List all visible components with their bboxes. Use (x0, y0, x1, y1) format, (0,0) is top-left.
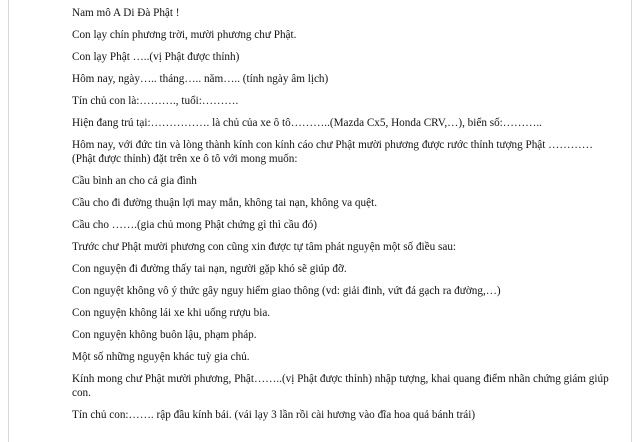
owner-name-line: Tín chủ con là:………., tuổi:………. (72, 95, 239, 107)
vow-help-others: Con nguyện đi đường thấy tai nạn, người gặp khó sẽ giúp đỡ. (72, 263, 347, 275)
vow-other: Một số những nguyện khác tuỳ gia chủ. (72, 351, 250, 363)
closing-request: Kính mong chư Phật mười phương, Phật……..(vị Phật được thỉnh) nhập tượng, khai quang điểm nhãn chứng giám giúp con. (72, 373, 609, 399)
document-body (72, 6, 612, 430)
intention-paragraph: Hôm nay, với đức tin và lòng thành kính con kính cáo chư Phật mười phương được rước thỉnh tượng Phật …………(Phật được thỉnh) đặt trên xe ô tô với mong muốn: (72, 139, 593, 165)
wish-family-safety: Cầu bình an cho cả gia đình (72, 175, 197, 187)
address-vehicle-line: Hiện đang trú tại:……………. là chủ của xe ô tô………..(Mazda Cx5, Honda CRV,…), biển số:……….. (72, 117, 542, 129)
page-left-border (8, 0, 9, 442)
vow-no-smuggling: Con nguyện không buôn lậu, phạm pháp. (72, 329, 257, 341)
salutation-line: Con lạy chín phương trời, mười phương chư Phật. (72, 29, 297, 41)
greeting-line: Nam mô A Di Đà Phật ! (72, 7, 180, 19)
wish-safe-travel: Cầu cho đi đường thuận lợi may mắn, không tai nạn, không va quệt. (72, 197, 377, 209)
vow-intro: Trước chư Phật mười phương con cũng xin được tự tâm phát nguyện một số điều sau: (72, 241, 457, 253)
wish-custom: Cầu cho …….(gia chủ mong Phật chứng gì thì cầu đó) (72, 219, 317, 231)
vow-no-drunk-driving: Con nguyện không lái xe khi uống rượu bia. (72, 307, 271, 319)
page-right-border (631, 0, 632, 442)
closing-bow: Tín chủ con:……. rập đầu kính bái. (vái lạy 3 lần rồi cài hương vào đĩa hoa quả bánh trái) (72, 409, 476, 421)
vow-traffic-safety: Con nguyệt không vô ý thức gây nguy hiểm giao thông (vd: giải đinh, vứt đá gạch ra đường,…) (72, 285, 501, 297)
date-line: Hôm nay, ngày….. tháng….. năm….. (tính ngày âm lịch) (72, 73, 329, 85)
buddha-invocation-line: Con lạy Phật …..(vị Phật được thỉnh) (72, 51, 240, 63)
